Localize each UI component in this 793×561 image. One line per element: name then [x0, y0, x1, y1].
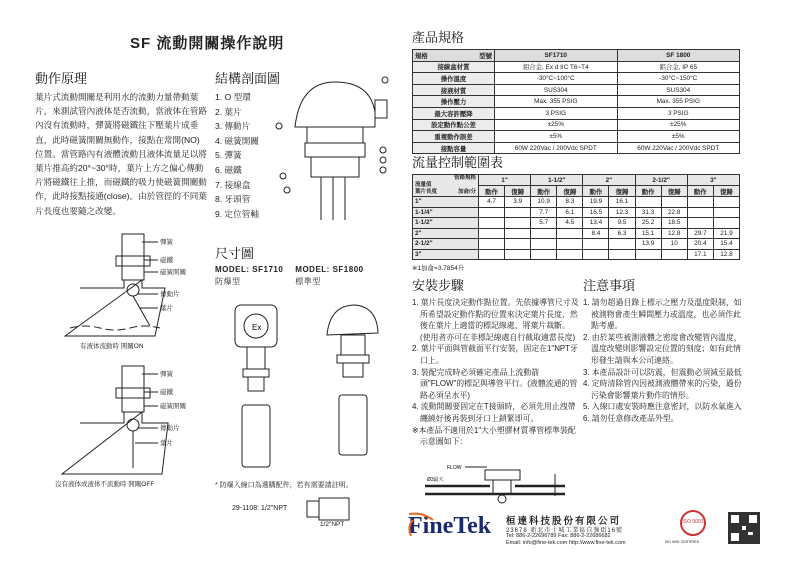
flow-value [687, 218, 713, 229]
spec-label: 操作壓力 [413, 96, 495, 108]
spec-value: SUS304 [495, 84, 618, 96]
flow-row [413, 228, 740, 239]
flow-row [413, 197, 740, 208]
label-spring-2: 彈簧 [160, 371, 173, 378]
structure-item: 3. 傳動片 [215, 121, 251, 132]
spec-label: 設定動作點公差 [413, 119, 495, 131]
company-web: Email: info@fine-tek.com http://www.fine-tek.com [506, 540, 626, 546]
flow-value [583, 249, 609, 260]
flow-value: 4.7 [479, 197, 505, 208]
caption-off: 沒有液体或液体不流動時 開關OFF [55, 481, 155, 488]
spec-row [413, 84, 740, 96]
flow-value: 16.5 [583, 207, 609, 218]
flow-value: 17.1 [687, 249, 713, 260]
spec-row [413, 131, 740, 143]
note-item: 2. 由於某些被測液體之密度會改變管內溫度，溫度改變則影響設定位置的刻度；如有此情形發生請與本公司連絡。 [583, 332, 742, 365]
note-item: 3. 本產品設計可以防震，但震動必須減至最低 [583, 367, 742, 377]
structure-item: 8. 牙頭管 [215, 194, 251, 205]
cross-section-drawing [275, 72, 395, 220]
label-reed-2: 磁簧開關 [160, 403, 186, 410]
company-phone: Tel: 886-2-22696789 Fax: 886-2-22686682 [506, 533, 611, 539]
spec-model: SF 1800 [617, 50, 740, 62]
spec-value: -30°C~100°C [495, 73, 618, 85]
label-magnet: 磁鐵 [160, 257, 173, 264]
flow-row [413, 249, 740, 260]
spec-heading: 產品規格 [412, 30, 465, 45]
spec-value: Max. 355 PSIG [617, 96, 740, 108]
flow-reset-header: 復歸 [505, 186, 531, 197]
flow-value: 5.7 [531, 218, 557, 229]
flow-pipe-size: 1-1/2" [531, 175, 583, 186]
flow-table [412, 174, 740, 260]
flow-value: 3.9 [505, 197, 531, 208]
structure-item: 2. 葉片 [215, 106, 242, 117]
label-drive-2: 傳動片 [160, 425, 180, 432]
spec-value: 60W 220Vac / 200Vdc SPDT [495, 142, 618, 154]
flow-section [412, 152, 740, 272]
flow-heading: 流量控制範圍表 [412, 155, 504, 170]
notes-section [583, 275, 743, 425]
spec-value: ±25% [495, 119, 618, 131]
flow-value [687, 197, 713, 208]
flow-value [661, 197, 687, 208]
flow-reset-header: 復歸 [661, 186, 687, 197]
flow-value [583, 239, 609, 250]
flow-value [531, 239, 557, 250]
company-address: 23678 新北市土城工業區自強街16號 [506, 528, 624, 534]
ex-mark: Ex [252, 323, 262, 332]
switch-operation-diagrams [40, 228, 210, 488]
dimensions-section [215, 243, 400, 287]
spec-corner-a: 規格 [415, 52, 428, 60]
flow-value: 10 [661, 239, 687, 250]
flow-pipe-size: 3" [687, 175, 739, 186]
install-diagram [425, 462, 575, 508]
label-reed: 磁簧開關 [160, 269, 186, 276]
flow-action-header: 動作 [687, 186, 713, 197]
qr-code-icon[interactable] [728, 512, 760, 544]
spec-value: ±25% [617, 119, 740, 131]
flow-value: 18.5 [661, 218, 687, 229]
label-vane-2: 葉片 [160, 440, 173, 447]
flow-corner-vane: 葉片長度 [415, 189, 438, 195]
spec-table [412, 49, 740, 154]
notes-heading: 注意事項 [583, 278, 636, 293]
flow-value: 13.4 [583, 218, 609, 229]
flow-value [557, 249, 583, 260]
flow-row [413, 239, 740, 250]
label-spring: 彈簧 [160, 239, 173, 246]
flow-action-header: 動作 [531, 186, 557, 197]
install-step: ※本產品不適用於1"大小塑膠材質導管標準裝配示意圖如下： [412, 425, 576, 447]
flow-value [479, 207, 505, 218]
flow-value: 16.1 [609, 197, 635, 208]
flow-pipe-size: 2" [583, 175, 635, 186]
label-vane: 葉片 [160, 305, 173, 312]
structure-item: 4. 磁簧開關 [215, 135, 259, 146]
flow-value [609, 239, 635, 250]
logo-arrow-icon [405, 510, 435, 540]
flow-value: 8.3 [557, 197, 583, 208]
spec-value: ±5% [617, 131, 740, 143]
flow-value [713, 218, 739, 229]
fitting-npt-label: 1/2"NPT [320, 521, 345, 528]
flow-value: 4.5 [557, 218, 583, 229]
flow-value [531, 228, 557, 239]
dimension-drawings [215, 295, 400, 475]
flow-value: 6.3 [609, 228, 635, 239]
flow-corner-pipe: 管路規格 [453, 175, 476, 181]
note-item: 5. 入線口處安裝時應注意密封，以防水氣進入 [583, 402, 742, 412]
flow-value [557, 239, 583, 250]
install-section [412, 275, 580, 448]
dim-label: Ø3最大 [427, 477, 444, 483]
spec-value: 3 PSIG [617, 107, 740, 119]
flow-value [505, 239, 531, 250]
dimensions-heading: 尺寸圖 [215, 246, 255, 261]
flow-value [713, 207, 739, 218]
flow-value [479, 239, 505, 250]
flow-value: 9.5 [609, 218, 635, 229]
flow-value [531, 249, 557, 260]
spec-row [413, 96, 740, 108]
caption-on: 有液体流動時 開關ON [80, 343, 144, 350]
spec-value: 3 PSIG [495, 107, 618, 119]
structure-item: 6. 磁鐵 [215, 164, 242, 175]
vane-length: 1-1/2" [413, 218, 479, 229]
vane-length: 1-1/4" [413, 207, 479, 218]
vane-length: 1" [413, 197, 479, 208]
flow-value: 22.8 [661, 207, 687, 218]
flow-reset-header: 復歸 [609, 186, 635, 197]
install-step: 1. 葉片長度決定動作點位置。先依據導管尺寸及所希望設定動作點的位置來決定葉片長度，然後在葉片上適當的標記線處，將葉片裁斷。(使用者亦可在非標記線處自行截取適當長度) [412, 298, 579, 342]
spec-value: -30°C~150°C [617, 73, 740, 85]
flow-value: 6.1 [557, 207, 583, 218]
flow-value: 21.9 [713, 228, 739, 239]
flow-row [413, 218, 740, 229]
flow-value [479, 218, 505, 229]
label-magnet-2: 磁鐵 [160, 389, 173, 396]
spec-value: 鋁合金, IP 65 [617, 61, 740, 73]
note-item: 6. 請勿任意修改產品外型。 [583, 413, 679, 423]
install-step: 3. 裝配完成時必須確定產品上流動箭頭"FLOW"的標記與導管平行。(液體流通的管路必須呈水平) [412, 367, 578, 400]
flow-value [661, 249, 687, 260]
spec-value: SUS304 [617, 84, 740, 96]
flow-value: 20.4 [687, 239, 713, 250]
model-sf1800-type: 標準型 [295, 277, 321, 286]
flow-value [505, 207, 531, 218]
note-item: 4. 定時清除管內因被測液體帶來的污染，過份污染會影響葉片動作的情形。 [583, 379, 742, 400]
label-drive: 傳動片 [160, 291, 180, 298]
page-title: SF 流動開關操作說明 [130, 35, 285, 52]
spec-value: 60W 220Vac / 200Vdc SPDT [617, 142, 740, 154]
flow-value [687, 207, 713, 218]
vane-length: 2" [413, 228, 479, 239]
spec-value: Max. 355 PSIG [495, 96, 618, 108]
flow-value: 19.9 [583, 197, 609, 208]
spec-model: SF1710 [495, 50, 618, 62]
iso-seal: ISO 9001 [680, 510, 706, 536]
flow-corner-flow: 流量值 [415, 182, 432, 188]
spec-corner-b: 型號 [479, 52, 492, 60]
company-name: 桓達科技股份有限公司 [506, 516, 622, 527]
flow-value [557, 228, 583, 239]
structure-item: 1. O 型環 [215, 92, 251, 102]
flow-value: 29.7 [687, 228, 713, 239]
finetek-logo: FineTek [408, 513, 492, 539]
flow-value [505, 218, 531, 229]
flow-value [635, 197, 661, 208]
spec-label: 接液材質 [413, 84, 495, 96]
spec-label: 操作溫度 [413, 73, 495, 85]
flow-value: 13.9 [635, 239, 661, 250]
fitting-part-number: 29-1108: 1/2"NPT [232, 505, 288, 512]
flow-pipe-size: 1" [479, 175, 531, 186]
spec-label: 接線盒材質 [413, 61, 495, 73]
flow-value [609, 249, 635, 260]
flow-value [479, 228, 505, 239]
flow-action-header: 動作 [635, 186, 661, 197]
flow-value [713, 197, 739, 208]
spec-label: 接點容量 [413, 142, 495, 154]
flow-footnote: ※1加侖=3.7854升 [412, 265, 465, 272]
flow-value: 12.3 [609, 207, 635, 218]
flow-row [413, 207, 740, 218]
structure-item: 9. 定位管軸 [215, 208, 259, 219]
flow-value [505, 228, 531, 239]
model-sf1800: MODEL: SF1800 [295, 265, 364, 274]
spec-row [413, 107, 740, 119]
flow-reset-header: 復歸 [713, 186, 739, 197]
flow-reset-header: 復歸 [557, 186, 583, 197]
flow-value: 10.9 [531, 197, 557, 208]
spec-row [413, 73, 740, 85]
install-step: 2. 葉片平面與管截面平行安裝，固定在1"NPT牙口上。 [412, 344, 578, 365]
principle-section [35, 68, 207, 218]
flow-arrow-label: FLOW [447, 465, 462, 471]
flow-value: 15.4 [713, 239, 739, 250]
spec-row [413, 119, 740, 131]
flow-corner-unit: 加侖/分 [457, 189, 476, 195]
spec-value: 鋁合金, Ex d IIC T6~T4 [495, 61, 618, 73]
flow-value: 15.1 [635, 228, 661, 239]
spec-value: ±5% [495, 131, 618, 143]
vane-length: 2-1/2" [413, 239, 479, 250]
install-heading: 安裝步驟 [412, 278, 465, 293]
spec-section [412, 27, 740, 154]
model-sf1710: MODEL: SF1710 [215, 265, 284, 274]
structure-item: 5. 彈簧 [215, 150, 242, 161]
flow-action-header: 動作 [583, 186, 609, 197]
spec-row [413, 61, 740, 73]
flow-value [635, 249, 661, 260]
spec-label: 重複動作誤差 [413, 131, 495, 143]
dimensions-note: * 防爆入線口為選購配件，若有需要請註明。 [215, 482, 353, 489]
structure-heading: 結構剖面圖 [215, 71, 281, 86]
note-item: 1. 請勿超過目錄上標示之壓力及溫度限制，如被測物會產生瞬間壓力或溫度，也必須作此點考慮。 [583, 298, 742, 331]
flow-action-header: 動作 [479, 186, 505, 197]
structure-item: 7. 接線盒 [215, 179, 251, 190]
flow-value: 12.8 [661, 228, 687, 239]
flow-value: 31.3 [635, 207, 661, 218]
principle-heading: 動作原理 [35, 71, 88, 86]
flow-value: 7.7 [531, 207, 557, 218]
model-sf1710-type: 防爆型 [215, 277, 241, 286]
flow-value [479, 249, 505, 260]
flow-value: 12.8 [713, 249, 739, 260]
flow-value [505, 249, 531, 260]
install-step: 4. 流動開關要固定在T接頭時，必須先用止洩帶纏繞好後再裝到牙口上鎖緊即可。 [412, 402, 576, 423]
flow-value: 8.4 [583, 228, 609, 239]
spec-label: 最大容許壓降 [413, 107, 495, 119]
vane-length: 3" [413, 249, 479, 260]
iso-cert-text: ISO 9001 CERTIFIED [665, 540, 700, 544]
flow-pipe-size: 2-1/2" [635, 175, 687, 186]
flow-value: 25.2 [635, 218, 661, 229]
principle-text: 葉片式流動開關是利用水的流動力量帶動葉片，來測試管內液体是否流動，當液体在管路內沒有流動時，彈簧將磁鐵往下壓葉片成垂直，此時磁簧開關無動作，接點在常開(NO)位置。當管路內有液體流動且液体流量足以將葉片推高約20°~30°時，葉片上方之偏心傳動片將磁鐵往上推，而磁鐵的吸力使磁簧開關動作，此時接點接通(close)。由於管徑的不同葉片長度也要隨之改變。 [35, 92, 207, 216]
